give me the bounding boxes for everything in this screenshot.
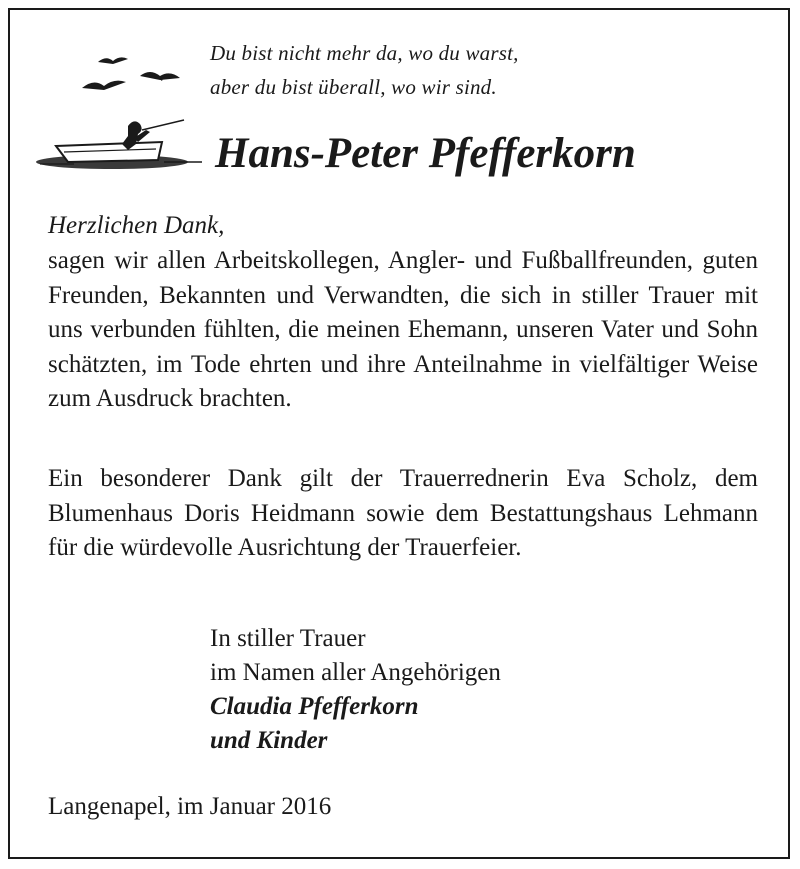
place-and-date: Langenapel, im Januar 2016: [48, 793, 332, 820]
rowing-boat-icon: [34, 118, 204, 180]
signature-block: [210, 622, 501, 758]
seagulls-icon: [80, 50, 190, 100]
thanks-paragraph-2: Ein besonderer Dank gilt der Trauerrednerin Eva Scholz, dem Blumenhaus Doris Heidmann sowie dem Bestattungshaus Lehmann für die würdevolle Ausrichtung der Trauerfeier.: [48, 465, 758, 561]
greeting: Herzlichen Dank,: [48, 212, 225, 239]
thanks-paragraph-1: sagen wir allen Arbeitskollegen, Angler- und Fußballfreunden, guten Freunden, Bekannten und Verwandten, die sich in stiller Trauer mit uns verbunden fühlten, die meinen Ehemann, unseren Vater und Sohn schätzten, im Tode ehrten und ihre Anteilnahme in vielfältiger Weise zum Ausdruck brachten.: [48, 247, 758, 412]
signature-name-2: und Kinder: [210, 727, 328, 754]
motto-line-1: Du bist nicht mehr da, wo du warst,: [210, 41, 519, 65]
signature-line-2: im Namen aller Angehörigen: [210, 659, 501, 686]
signature-line-1: In stiller Trauer: [210, 625, 366, 652]
motto: [210, 36, 710, 104]
motto-line-2: aber du bist überall, wo wir sind.: [210, 75, 497, 99]
signature-name-1: Claudia Pfefferkorn: [210, 693, 419, 720]
deceased-name-heading: Hans-Peter Pfefferkorn: [215, 130, 636, 177]
